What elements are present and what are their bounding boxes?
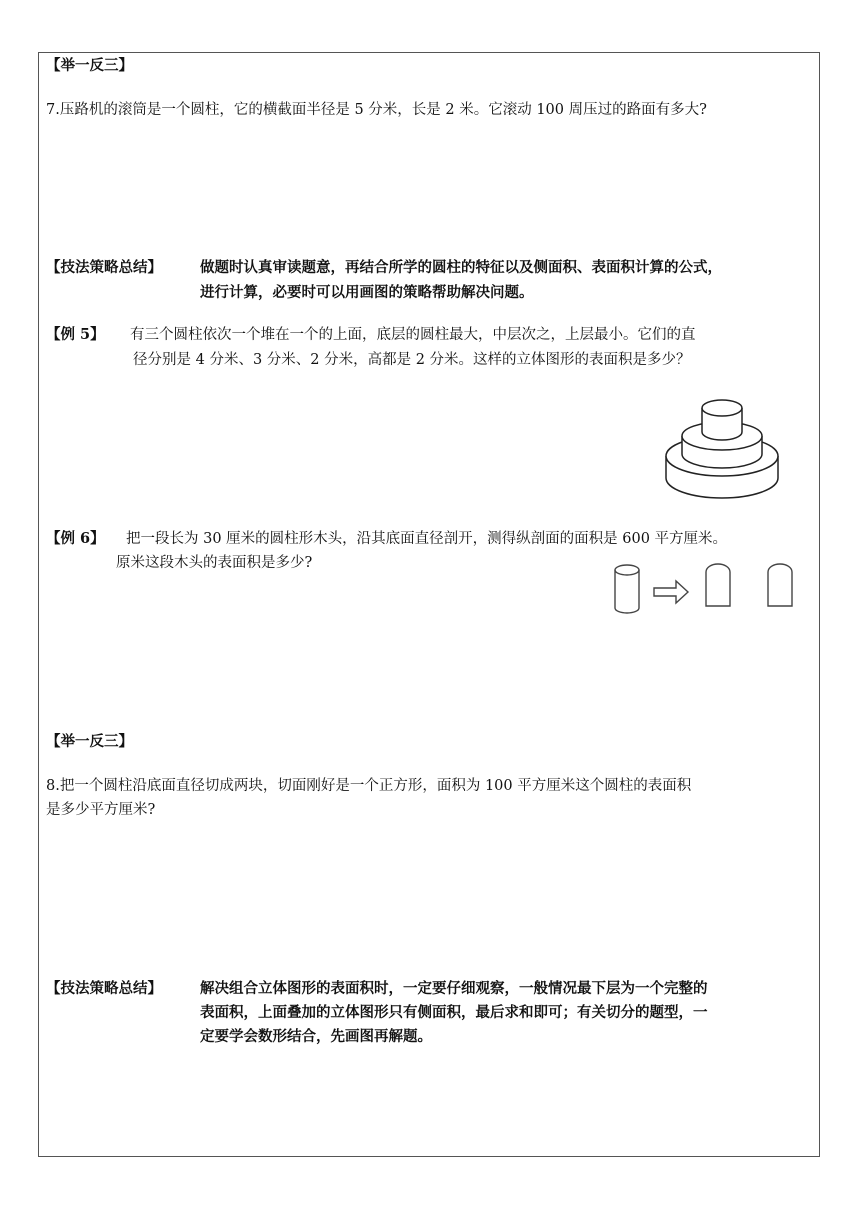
question-7: 7.压路机的滚筒是一个圆柱，它的横截面半径是 5 分米，长是 2 米。它滚动 100 周压过的路面有多大? — [46, 102, 707, 118]
example-5-line-1: 有三个圆柱依次一个堆在一个的上面，底层的圆柱最大，中层次之，上层最小。它们的直 — [130, 327, 696, 343]
example-6-line-1: 把一段长为 30 厘米的圆柱形木头，沿其底面直径剖开，测得纵剖面的面积是 600 平方厘米。 — [126, 531, 728, 547]
example-5-label: 【例 5】 — [46, 326, 105, 343]
example-6-label: 【例 6】 — [46, 530, 105, 547]
example-6-line-2: 原米这段木头的表面积是多少? — [116, 555, 313, 571]
summary-label-2: 【技法策略总结】 — [46, 980, 162, 997]
section-heading-2: 【举一反三】 — [46, 733, 133, 750]
summary-1-line-2: 进行计算，必要时可以用画图的策略帮助解决问题。 — [200, 284, 534, 301]
example-5-line-2: 径分别是 4 分米、3 分米、2 分米，高都是 2 分米。这样的立体图形的表面积是多少？ — [133, 352, 691, 368]
question-8-line-1: 8.把一个圆柱沿底面直径切成两块，切面刚好是一个正方形，面积为 100 平方厘米这个圆柱的表面积 — [46, 778, 692, 794]
summary-label-1: 【技法策略总结】 — [46, 259, 162, 276]
summary-1-line-1: 做题时认真审读题意，再结合所学的圆柱的特征以及侧面积、表面积计算的公式， — [200, 259, 722, 276]
summary-2-line-2: 表面积，上面叠加的立体图形只有侧面积，最后求和即可；有关切分的题型，一 — [200, 1004, 708, 1021]
summary-2-line-3: 定要学会数形结合，先画图再解题。 — [200, 1028, 432, 1045]
summary-2-line-1: 解决组合立体图形的表面积时，一定要仔细观察，一般情况最下层为一个完整的 — [200, 980, 708, 997]
section-heading-1: 【举一反三】 — [46, 57, 133, 74]
question-8-line-2: 是多少平方厘米? — [46, 802, 156, 818]
cylinder-split-illustration — [600, 556, 810, 620]
stacked-cylinders-illustration — [660, 392, 785, 510]
